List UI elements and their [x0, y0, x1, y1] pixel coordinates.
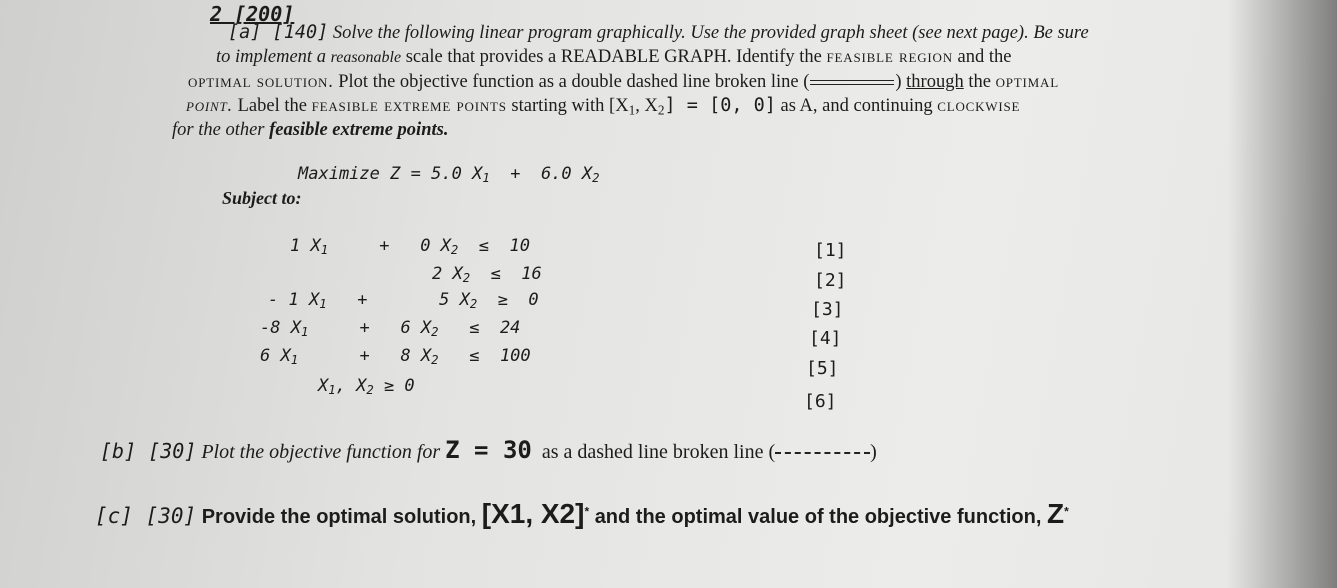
- part-b-label: [b] [30]: [100, 439, 197, 463]
- part-a-text-1: Solve the following linear program graphically. Use the provided graph sheet (see next page). Be sure: [332, 23, 1089, 43]
- constraint-tag-4: [4]: [809, 328, 842, 349]
- problem-heading: 2 [200]: [210, 2, 295, 26]
- part-a-line-5: for the other feasible extreme points.: [172, 120, 449, 140]
- subject-to-label: Subject to:: [222, 188, 302, 208]
- part-a-label: [a] [140]: [228, 22, 329, 43]
- constraint-5: 6 $X_1$ + 8 $X_2 \le 100$: [260, 346, 531, 368]
- part-c: [c] [30] Provide the optimal solution, [X1, X2]* and the optimal value of the objective function, Z*: [95, 498, 1069, 529]
- constraint-4: -8 $X_1$ + 6 $X_2 \le 24$: [260, 318, 521, 340]
- part-a-line-4: point. Label the feasible extreme points starting with [$X_1$, $X_2] = [0$, 0] as A, and continuing clockwise: [186, 95, 1021, 118]
- constraint-tag-5: [5]: [806, 358, 839, 379]
- constraint-tag-2: [2]: [814, 270, 847, 291]
- page-shadow: [1227, 0, 1337, 588]
- constraint-1: 1 $X_1$ + 0 $X_2 \le 10$: [290, 236, 530, 258]
- part-a-line-3: optimal solution. Plot the objective function as a double dashed line broken line ( ) through the optimal: [188, 72, 1059, 92]
- part-c-label: [c] [30]: [95, 504, 197, 528]
- part-a-line-1: [228, 21, 1089, 45]
- constraint-tag-6: [6]: [804, 391, 837, 412]
- part-a-line-2: to implement a reasonable scale that provides a READABLE GRAPH. Identify the feasible region and the: [216, 47, 1012, 67]
- constraint-2: 2 $X_2 \le 16$: [432, 264, 542, 286]
- constraint-3: - 1 $X_1$ + 5 $X_2 \ge 0$: [268, 290, 539, 312]
- double-dashed-line-sample: [810, 80, 894, 85]
- constraint-tag-3: [3]: [811, 299, 844, 320]
- part-b: [b] [30] Plot the objective function for Z = 30 as a dashed line broken line ( ): [100, 436, 877, 464]
- constraint-6: $X_1$, $X_2 \ge 0$: [318, 376, 415, 398]
- dashed-line-sample: [775, 452, 870, 454]
- objective-function: Maximize Z = 5.0 $X_1 + 6.0$ $X_2$: [298, 164, 600, 186]
- constraint-tag-1: [1]: [814, 240, 847, 261]
